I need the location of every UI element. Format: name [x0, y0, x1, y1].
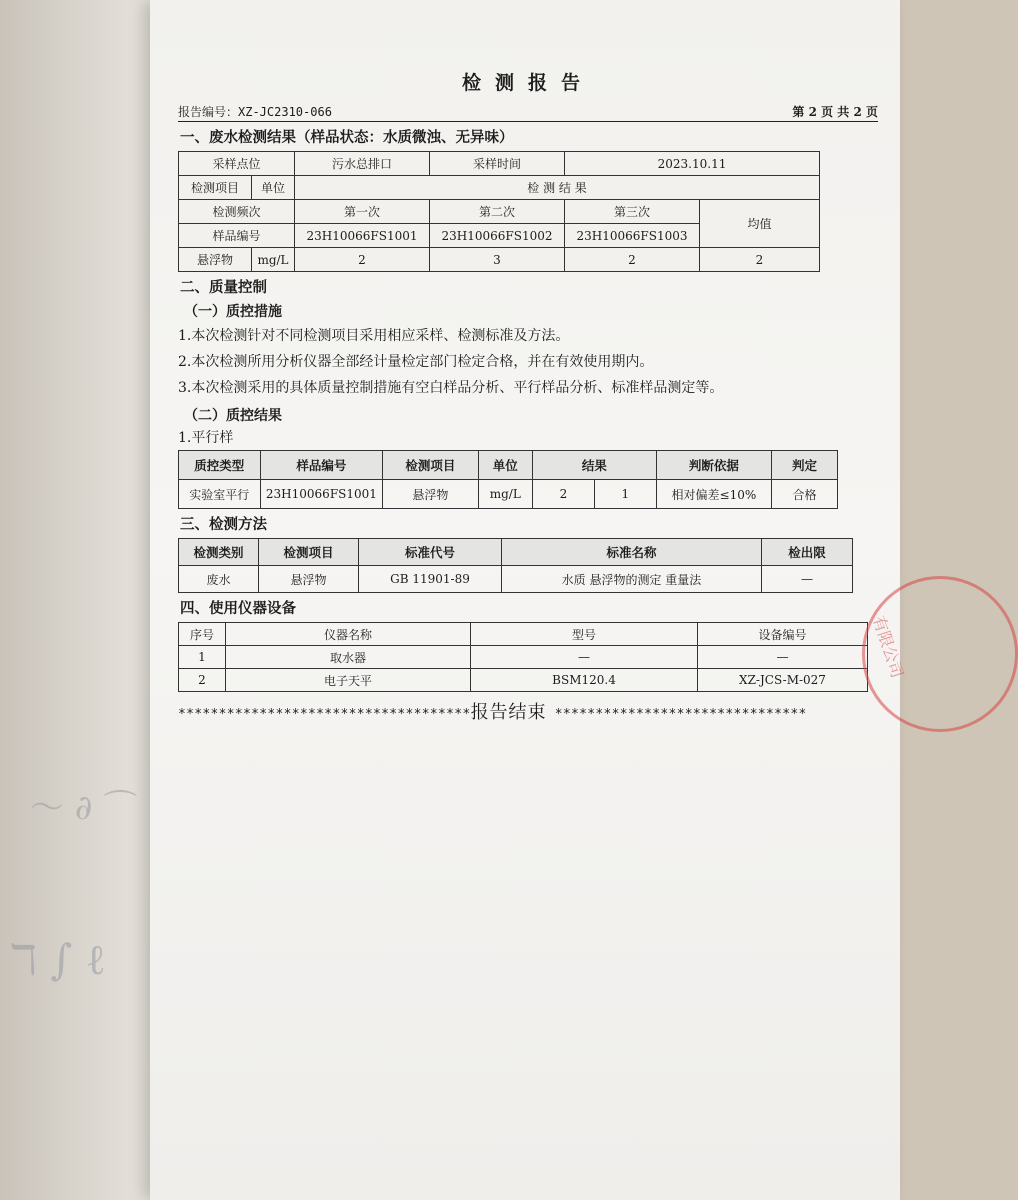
- bleed-through-handwriting: 〜 ∂ ⌒: [30, 788, 138, 828]
- qc-header-type: 质控类型: [179, 451, 261, 480]
- freq-3: 第三次: [565, 200, 700, 224]
- report-end-text: 报告结束: [470, 702, 547, 723]
- table-row: [179, 669, 868, 692]
- bleed-through-handwriting: ℸ ∫ ℓ: [10, 935, 106, 984]
- qc-results-table: [178, 450, 838, 509]
- result-item: 悬浮物: [179, 248, 252, 272]
- qc-header-sample-no: 样品编号: [260, 451, 383, 480]
- qc-item: 悬浮物: [383, 480, 478, 509]
- instrument-no: 1: [179, 646, 226, 669]
- label-test-results: 检 测 结 果: [295, 176, 820, 200]
- instrument-model: BSM120.4: [471, 669, 698, 692]
- qc-verdict: 合格: [772, 480, 838, 509]
- instrument-id: —: [698, 646, 868, 669]
- qc-type: 实验室平行: [179, 480, 261, 509]
- qc-paragraph-3: 3.本次检测采用的具体质量控制措施有空白样品分析、平行样品分析、标准样品测定等。: [178, 380, 724, 396]
- qc-paragraph-2: 2.本次检测所用分析仪器全部经计量检定部门检定合格，并在有效使用期内。: [178, 354, 654, 370]
- method-item: 悬浮物: [259, 566, 359, 593]
- report-end-line: [178, 698, 878, 724]
- method-header-name: 标准名称: [502, 539, 762, 566]
- qc-paragraph-1: 1.本次检测针对不同检测项目采用相应采样、检测标准及方法。: [178, 328, 570, 344]
- method-category: 废水: [179, 566, 259, 593]
- label-sampling-time: 采样时间: [430, 152, 565, 176]
- report-page: [150, 0, 907, 1200]
- section3-heading: 三、检测方法: [180, 517, 267, 533]
- qc-results-heading: （二）质控结果: [184, 408, 282, 424]
- label-average: 均值: [700, 200, 820, 248]
- instrument-model: —: [471, 646, 698, 669]
- qc-sample-no: 23H10066FS1001: [260, 480, 383, 509]
- label-frequency: 检测频次: [179, 200, 295, 224]
- table-row: [179, 646, 868, 669]
- sampling-time-value: 2023.10.11: [565, 152, 820, 176]
- report-content: [178, 68, 878, 724]
- section4-heading: 四、使用仪器设备: [180, 601, 296, 617]
- instrument-header-no: 序号: [179, 623, 226, 646]
- sampling-point-value: 污水总排口: [295, 152, 430, 176]
- qc-header-verdict: 判定: [772, 451, 838, 480]
- result-unit: mg/L: [252, 248, 295, 272]
- page-indicator: 第 2 页 共 2 页: [792, 105, 878, 119]
- method-name: 水质 悬浮物的测定 重量法: [502, 566, 762, 593]
- instrument-no: 2: [179, 669, 226, 692]
- report-meta: [178, 103, 878, 122]
- end-stars-left: ************************************: [178, 707, 471, 722]
- qc-unit: mg/L: [478, 480, 533, 509]
- test-method-table: [178, 538, 853, 593]
- qc-result-2: 1: [594, 480, 656, 509]
- method-code: GB 11901-89: [359, 566, 502, 593]
- result-value-2: 3: [430, 248, 565, 272]
- instrument-name: 取水器: [226, 646, 471, 669]
- company-seal: [862, 576, 1018, 732]
- freq-2: 第二次: [430, 200, 565, 224]
- instrument-table: [178, 622, 868, 692]
- report-title: 检测报告: [461, 72, 594, 94]
- result-average: 2: [700, 248, 820, 272]
- instrument-header-id: 设备编号: [698, 623, 868, 646]
- qc-measures-heading: （一）质控措施: [184, 304, 282, 320]
- sample-no-2: 23H10066FS1002: [430, 224, 565, 248]
- result-value-1: 2: [295, 248, 430, 272]
- qc-header-item: 检测项目: [383, 451, 478, 480]
- sample-no-1: 23H10066FS1001: [295, 224, 430, 248]
- seal-text: 有限公司: [869, 613, 907, 681]
- method-header-code: 标准代号: [359, 539, 502, 566]
- qc-result-1: 2: [533, 480, 595, 509]
- wastewater-results-table: [178, 151, 820, 272]
- label-sample-number: 样品编号: [179, 224, 295, 248]
- qc-header-basis: 判断依据: [656, 451, 771, 480]
- section1-heading: 一、废水检测结果（样品状态：水质微浊、无异味）: [180, 130, 514, 146]
- instrument-header-name: 仪器名称: [226, 623, 471, 646]
- end-stars-right: *******************************: [554, 707, 807, 722]
- instrument-id: XZ-JCS-M-027: [698, 669, 868, 692]
- instrument-header-model: 型号: [471, 623, 698, 646]
- method-header-item: 检测项目: [259, 539, 359, 566]
- label-test-item: 检测项目: [179, 176, 252, 200]
- label-unit: 单位: [252, 176, 295, 200]
- result-value-3: 2: [565, 248, 700, 272]
- method-header-category: 检测类别: [179, 539, 259, 566]
- method-limit: —: [762, 566, 853, 593]
- label-sampling-point: 采样点位: [179, 152, 295, 176]
- qc-header-unit: 单位: [478, 451, 533, 480]
- qc-header-result: 结果: [533, 451, 657, 480]
- sample-no-3: 23H10066FS1003: [565, 224, 700, 248]
- freq-1: 第一次: [295, 200, 430, 224]
- report-number: 报告编号：XZ-JC2310-066: [178, 105, 332, 119]
- instrument-name: 电子天平: [226, 669, 471, 692]
- qc-basis: 相对偏差≤10%: [656, 480, 771, 509]
- parallel-sample-label: 1.平行样: [178, 430, 234, 446]
- method-header-limit: 检出限: [762, 539, 853, 566]
- section2-heading: 二、质量控制: [180, 280, 267, 296]
